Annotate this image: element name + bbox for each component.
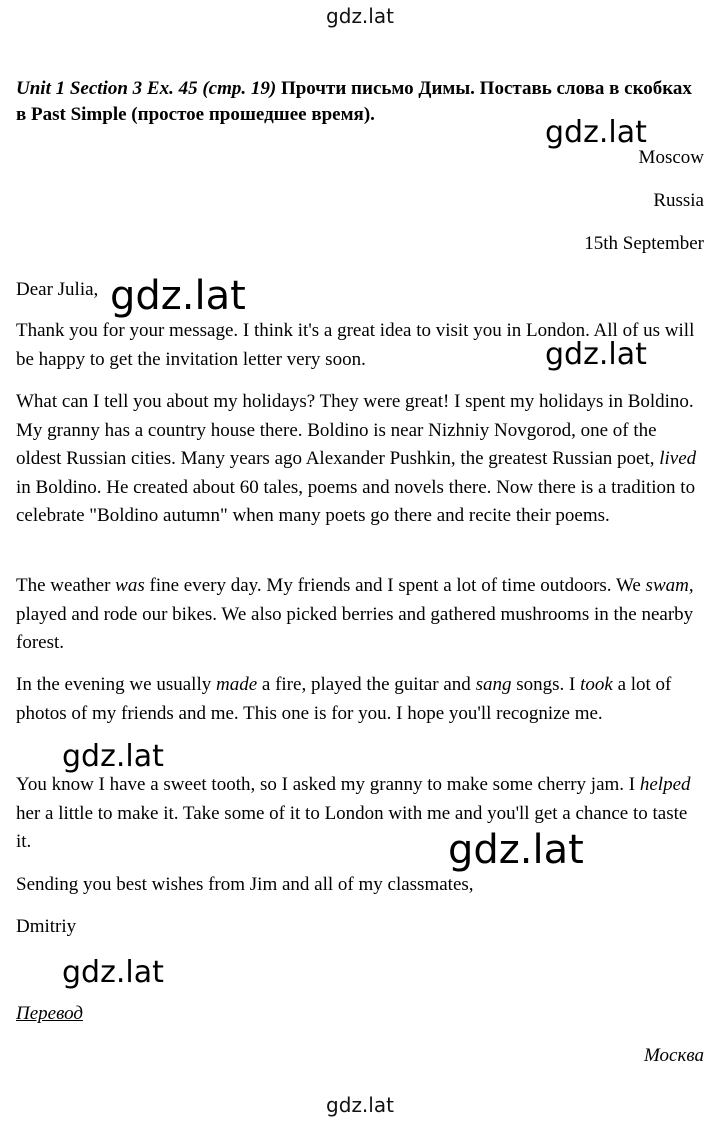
exercise-instruction: Прочти письмо Димы. Поставь слова в скобках в Past Simple (простое прошедшее время).	[16, 78, 692, 125]
site-mark-bottom: gdz.lat	[326, 1093, 394, 1117]
p4-text-b: a fire, played the guitar and	[257, 674, 476, 695]
watermark: gdz.lat	[448, 827, 584, 873]
paragraph-1: Thank you for your message. I think it's a great idea to visit you in London. All of us will be happy to get the invitation letter very soon.	[16, 320, 695, 370]
verb-swam: swam	[645, 575, 689, 596]
address-country: Russia	[653, 190, 704, 211]
p5-text-a: You know I have a sweet tooth, so I asked my granny to make some cherry jam. I	[16, 774, 640, 795]
address-city: Moscow	[638, 147, 704, 168]
paragraph-2	[16, 388, 706, 531]
translation-city: Москва	[644, 1045, 704, 1066]
paragraph-3	[16, 572, 706, 658]
p3-text-b: fine every day. My friends and I spent a lot of time outdoors. We	[144, 575, 646, 596]
verb-sang: sang	[475, 674, 512, 695]
p4-text-a: In the evening we usually	[16, 674, 216, 695]
verb-lived: lived	[659, 448, 697, 469]
verb-made: made	[215, 674, 258, 695]
closing-line: Sending you best wishes from Jim and all of my classmates,	[16, 874, 474, 895]
signature: Dmitriy	[16, 916, 77, 937]
verb-was: was	[115, 575, 145, 596]
p2-text-b: in Boldino. He created about 60 tales, poems and novels there. Now there is a tradition to celebrate "Boldino autumn" when many poets go there and recite their poems.	[16, 476, 696, 526]
watermark: gdz.lat	[110, 273, 246, 319]
p4-text-c: songs. I	[511, 674, 581, 695]
paragraph-4	[16, 671, 706, 728]
translation-link[interactable]: Перевод	[16, 1003, 83, 1024]
paragraph-5	[16, 771, 706, 857]
exercise-reference: Unit 1 Section 3 Ex. 45 (стр. 19)	[16, 78, 277, 99]
p5-text-b: her a little to make it. Take some of it to London with me and you'll get a chance to taste it.	[16, 802, 688, 852]
p3-text-a: The weather	[16, 575, 116, 596]
site-mark-top: gdz.lat	[326, 4, 394, 28]
p3-text-c: , played and rode our bikes. We also picked berries and gathered mushrooms in the nearby forest.	[16, 575, 694, 653]
watermark: gdz.lat	[545, 115, 647, 150]
p2-text-a: What can I tell you about my holidays? They were great! I spent my holidays in Boldino. My granny has a country house there. Boldino is near Nizhniy Novgorod, one of the oldest Russian cities. Many years ago Alexander Pushkin, the greatest Russian poet,	[16, 391, 694, 469]
watermark: gdz.lat	[62, 955, 164, 990]
letter-date: 15th September	[584, 233, 704, 254]
p4-text-d: a lot of photos of my friends and me. This one is for you. I hope you'll recognize me.	[16, 674, 672, 724]
watermark: gdz.lat	[545, 337, 647, 372]
verb-helped: helped	[639, 774, 691, 795]
watermark: gdz.lat	[62, 739, 164, 774]
verb-took: took	[580, 674, 613, 695]
greeting: Dear Julia,	[16, 279, 99, 300]
